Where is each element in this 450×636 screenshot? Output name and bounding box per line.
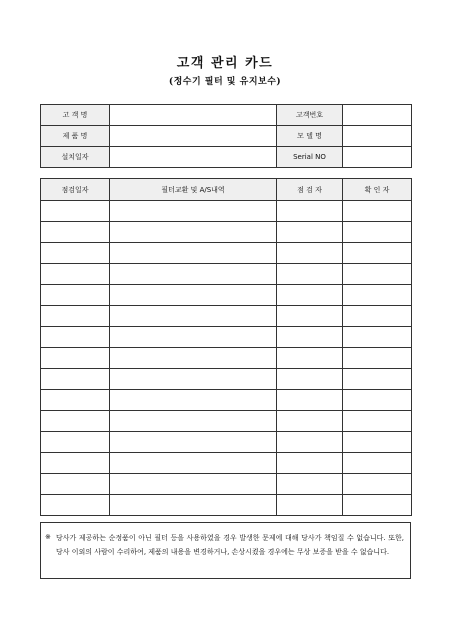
log-cell-date[interactable] — [41, 348, 110, 369]
log-row — [41, 285, 412, 306]
log-cell-details[interactable] — [110, 432, 277, 453]
page-subtitle: (정수기 필터 및 유지보수) — [168, 77, 282, 87]
log-cell-inspector[interactable] — [277, 390, 343, 411]
log-cell-inspector[interactable] — [277, 222, 343, 243]
col-header-inspector: 점 검 자 — [277, 179, 343, 201]
log-cell-details[interactable] — [110, 243, 277, 264]
log-cell-inspector[interactable] — [277, 369, 343, 390]
log-cell-confirmer[interactable] — [343, 390, 412, 411]
col-header-filter-as-details: 필터교환 및 A/S내역 — [110, 179, 277, 201]
log-cell-date[interactable] — [41, 327, 110, 348]
log-cell-details[interactable] — [110, 264, 277, 285]
log-cell-details[interactable] — [110, 495, 277, 516]
log-cell-inspector[interactable] — [277, 453, 343, 474]
log-cell-confirmer[interactable] — [343, 474, 412, 495]
log-cell-details[interactable] — [110, 285, 277, 306]
log-row — [41, 390, 412, 411]
info-row-install — [41, 147, 412, 168]
log-cell-confirmer[interactable] — [343, 285, 412, 306]
page-title: 고객 관리 카드 — [176, 56, 274, 71]
log-row — [41, 453, 412, 474]
log-cell-confirmer[interactable] — [343, 306, 412, 327]
log-cell-inspector[interactable] — [277, 495, 343, 516]
info-value-field[interactable] — [110, 126, 277, 147]
info-label: Serial NO — [277, 147, 343, 168]
info-value-field[interactable] — [343, 126, 412, 147]
info-row-product — [41, 126, 412, 147]
log-cell-inspector[interactable] — [277, 264, 343, 285]
log-cell-date[interactable] — [41, 285, 110, 306]
col-header-confirmer: 확 인 자 — [343, 179, 412, 201]
log-cell-details[interactable] — [110, 306, 277, 327]
log-cell-date[interactable] — [41, 432, 110, 453]
col-header-inspection-date: 점검일자 — [41, 179, 110, 201]
log-row — [41, 474, 412, 495]
customer-info-table — [40, 104, 412, 168]
info-label: 제 품 명 — [41, 126, 110, 147]
log-cell-inspector[interactable] — [277, 201, 343, 222]
disclaimer-box — [40, 522, 411, 579]
log-cell-date[interactable] — [41, 369, 110, 390]
info-label: 설치일자 — [41, 147, 110, 168]
log-cell-inspector[interactable] — [277, 474, 343, 495]
log-cell-details[interactable] — [110, 222, 277, 243]
log-cell-date[interactable] — [41, 264, 110, 285]
log-row — [41, 222, 412, 243]
log-cell-confirmer[interactable] — [343, 222, 412, 243]
log-cell-date[interactable] — [41, 201, 110, 222]
log-cell-confirmer[interactable] — [343, 243, 412, 264]
log-row — [41, 348, 412, 369]
log-row — [41, 264, 412, 285]
disclaimer-text: 당사가 제공하는 순정품이 아닌 필터 등을 사용하였을 경우 발생한 문제에 대해 당사가 책임질 수 없습니다. 또한, 당사 이외의 사람이 수리하여, 제품의 내용을 변경하거나, 손상시켰을 경우에는 무상 보증을 받을 수 없습니다. — [56, 534, 404, 556]
log-cell-details[interactable] — [110, 369, 277, 390]
log-cell-confirmer[interactable] — [343, 201, 412, 222]
log-cell-inspector[interactable] — [277, 285, 343, 306]
log-cell-details[interactable] — [110, 327, 277, 348]
note-mark: ※ — [45, 533, 51, 541]
log-cell-date[interactable] — [41, 411, 110, 432]
log-row — [41, 327, 412, 348]
info-value-field[interactable] — [343, 147, 412, 168]
log-cell-inspector[interactable] — [277, 411, 343, 432]
log-row — [41, 432, 412, 453]
log-cell-inspector[interactable] — [277, 348, 343, 369]
log-cell-date[interactable] — [41, 474, 110, 495]
log-cell-confirmer[interactable] — [343, 432, 412, 453]
log-cell-date[interactable] — [41, 243, 110, 264]
log-row — [41, 243, 412, 264]
log-cell-confirmer[interactable] — [343, 327, 412, 348]
log-cell-confirmer[interactable] — [343, 453, 412, 474]
info-value-field[interactable] — [110, 105, 277, 126]
log-cell-date[interactable] — [41, 495, 110, 516]
log-row — [41, 369, 412, 390]
log-row — [41, 306, 412, 327]
info-row-customer — [41, 105, 412, 126]
log-row — [41, 411, 412, 432]
log-cell-inspector[interactable] — [277, 327, 343, 348]
log-row — [41, 495, 412, 516]
log-row — [41, 201, 412, 222]
log-cell-date[interactable] — [41, 453, 110, 474]
log-cell-details[interactable] — [110, 411, 277, 432]
info-label: 고객번호 — [277, 105, 343, 126]
info-label: 고 객 명 — [41, 105, 110, 126]
info-label: 모 델 명 — [277, 126, 343, 147]
info-value-field[interactable] — [110, 147, 277, 168]
log-header-row — [41, 179, 412, 201]
log-cell-confirmer[interactable] — [343, 369, 412, 390]
info-value-field[interactable] — [343, 105, 412, 126]
log-cell-details[interactable] — [110, 348, 277, 369]
log-cell-date[interactable] — [41, 222, 110, 243]
log-cell-confirmer[interactable] — [343, 264, 412, 285]
log-cell-inspector[interactable] — [277, 306, 343, 327]
log-cell-details[interactable] — [110, 474, 277, 495]
log-cell-date[interactable] — [41, 306, 110, 327]
log-cell-confirmer[interactable] — [343, 348, 412, 369]
log-cell-details[interactable] — [110, 390, 277, 411]
log-cell-inspector[interactable] — [277, 432, 343, 453]
log-cell-date[interactable] — [41, 390, 110, 411]
log-cell-details[interactable] — [110, 201, 277, 222]
log-cell-confirmer[interactable] — [343, 495, 412, 516]
service-log-table — [40, 178, 412, 516]
log-cell-confirmer[interactable] — [343, 411, 412, 432]
log-cell-inspector[interactable] — [277, 243, 343, 264]
log-cell-details[interactable] — [110, 453, 277, 474]
